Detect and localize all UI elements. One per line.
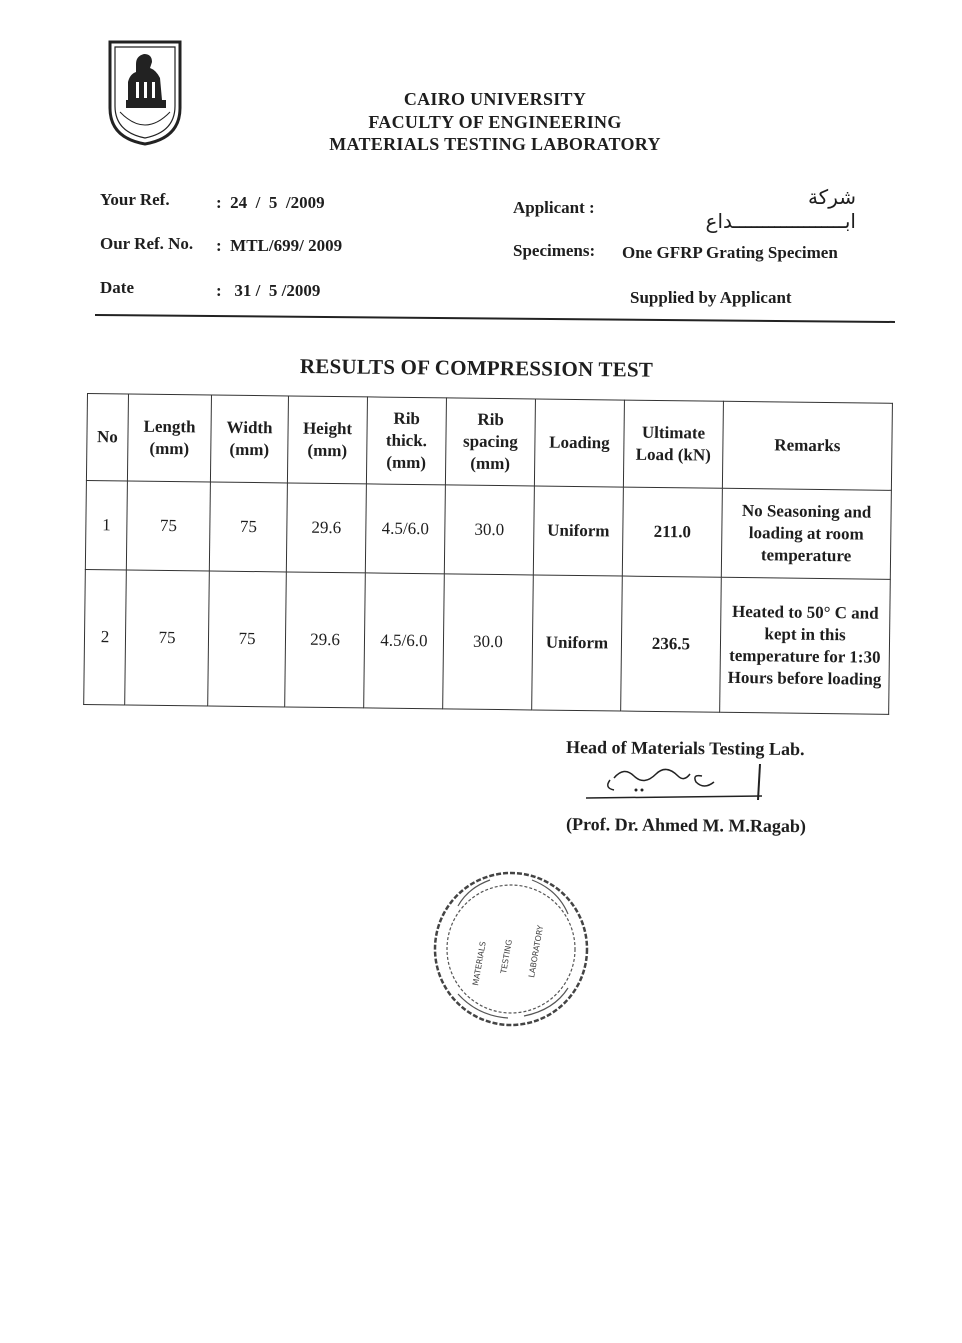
supplied-by: Supplied by Applicant xyxy=(630,288,792,307)
cell-height: 29.6 xyxy=(285,572,366,708)
header-remarks: Remarks xyxy=(722,401,892,490)
svg-text:TESTING: TESTING xyxy=(499,938,514,975)
table-row xyxy=(84,569,891,714)
cell-remarks: No Seasoning and loading at room temperature xyxy=(721,488,891,579)
signature-title: Head of Materials Testing Lab. xyxy=(565,737,805,760)
our-ref-value: : MTL/699/ 2009 xyxy=(216,236,343,255)
cell-length: 75 xyxy=(126,481,210,571)
results-title: RESULTS OF COMPRESSION TEST xyxy=(299,354,654,382)
laboratory-name: MATERIALS TESTING LABORATORY xyxy=(329,134,661,154)
header-rib-spacing xyxy=(445,398,535,486)
header-rib-thick xyxy=(366,397,446,485)
header-rib-spacing-text: Rib spacing (mm) xyxy=(462,409,518,474)
handwritten-signature xyxy=(584,760,774,806)
cell-width: 75 xyxy=(208,571,287,707)
header-no: No xyxy=(86,394,128,481)
specimens-label: Specimens: xyxy=(513,241,596,260)
cell-no: 2 xyxy=(84,569,127,704)
your-ref-label: Your Ref. xyxy=(100,190,170,209)
table-row xyxy=(85,480,891,579)
cell-loading: Uniform xyxy=(533,486,623,576)
laboratory-stamp xyxy=(428,866,594,1032)
date-value: : 31 / 5 /2009 xyxy=(216,281,321,300)
header-ultimate-load xyxy=(623,400,723,488)
cell-remarks: Heated to 50° C and kept in this temperature for 1:30 Hours before loading xyxy=(720,577,891,714)
header-rib-thick-text: Rib thick. (mm) xyxy=(385,408,428,473)
faculty-name: FACULTY OF ENGINEERING xyxy=(368,112,622,132)
cell-loading: Uniform xyxy=(532,575,623,711)
header-length-text: Length (mm) xyxy=(143,416,196,459)
cell-rib-spacing: 30.0 xyxy=(443,574,534,710)
cell-rib-thick: 4.5/6.0 xyxy=(364,573,445,709)
your-ref-value: : 24 / 5 /2009 xyxy=(216,193,325,212)
header-width-text: Width (mm) xyxy=(226,417,273,460)
applicant-value: شركة ابـــــــــــــــــــداع xyxy=(705,185,856,233)
svg-text:LABORATORY: LABORATORY xyxy=(527,924,546,979)
cell-ultimate-load: 211.0 xyxy=(622,487,722,577)
header-height-text: Height (mm) xyxy=(302,418,353,461)
cell-rib-thick: 4.5/6.0 xyxy=(365,484,445,574)
cell-no: 1 xyxy=(85,480,127,569)
university-name: CAIRO UNIVERSITY xyxy=(403,89,587,109)
cell-height: 29.6 xyxy=(286,483,366,573)
header-length xyxy=(127,394,211,482)
header-divider xyxy=(95,314,895,323)
specimens-value: One GFRP Grating Specimen xyxy=(622,243,838,262)
svg-text:MATERIALS: MATERIALS xyxy=(471,940,488,987)
date-label: Date xyxy=(100,278,134,297)
header-ultimate-load-text: Ultimate Load (kN) xyxy=(635,422,711,465)
header-loading: Loading xyxy=(534,399,624,487)
results-table xyxy=(83,393,893,715)
signatory-name: (Prof. Dr. Ahmed M. M.Ragab) xyxy=(565,814,807,837)
cell-width: 75 xyxy=(209,482,287,572)
cell-rib-spacing: 30.0 xyxy=(444,485,534,575)
cell-length: 75 xyxy=(125,570,210,706)
header-height xyxy=(287,396,367,484)
cell-ultimate-load: 236.5 xyxy=(621,576,722,712)
table-header-row xyxy=(86,394,892,491)
applicant-label: Applicant : xyxy=(513,198,595,217)
our-ref-label: Our Ref. No. xyxy=(100,234,194,253)
header-width xyxy=(210,395,288,483)
